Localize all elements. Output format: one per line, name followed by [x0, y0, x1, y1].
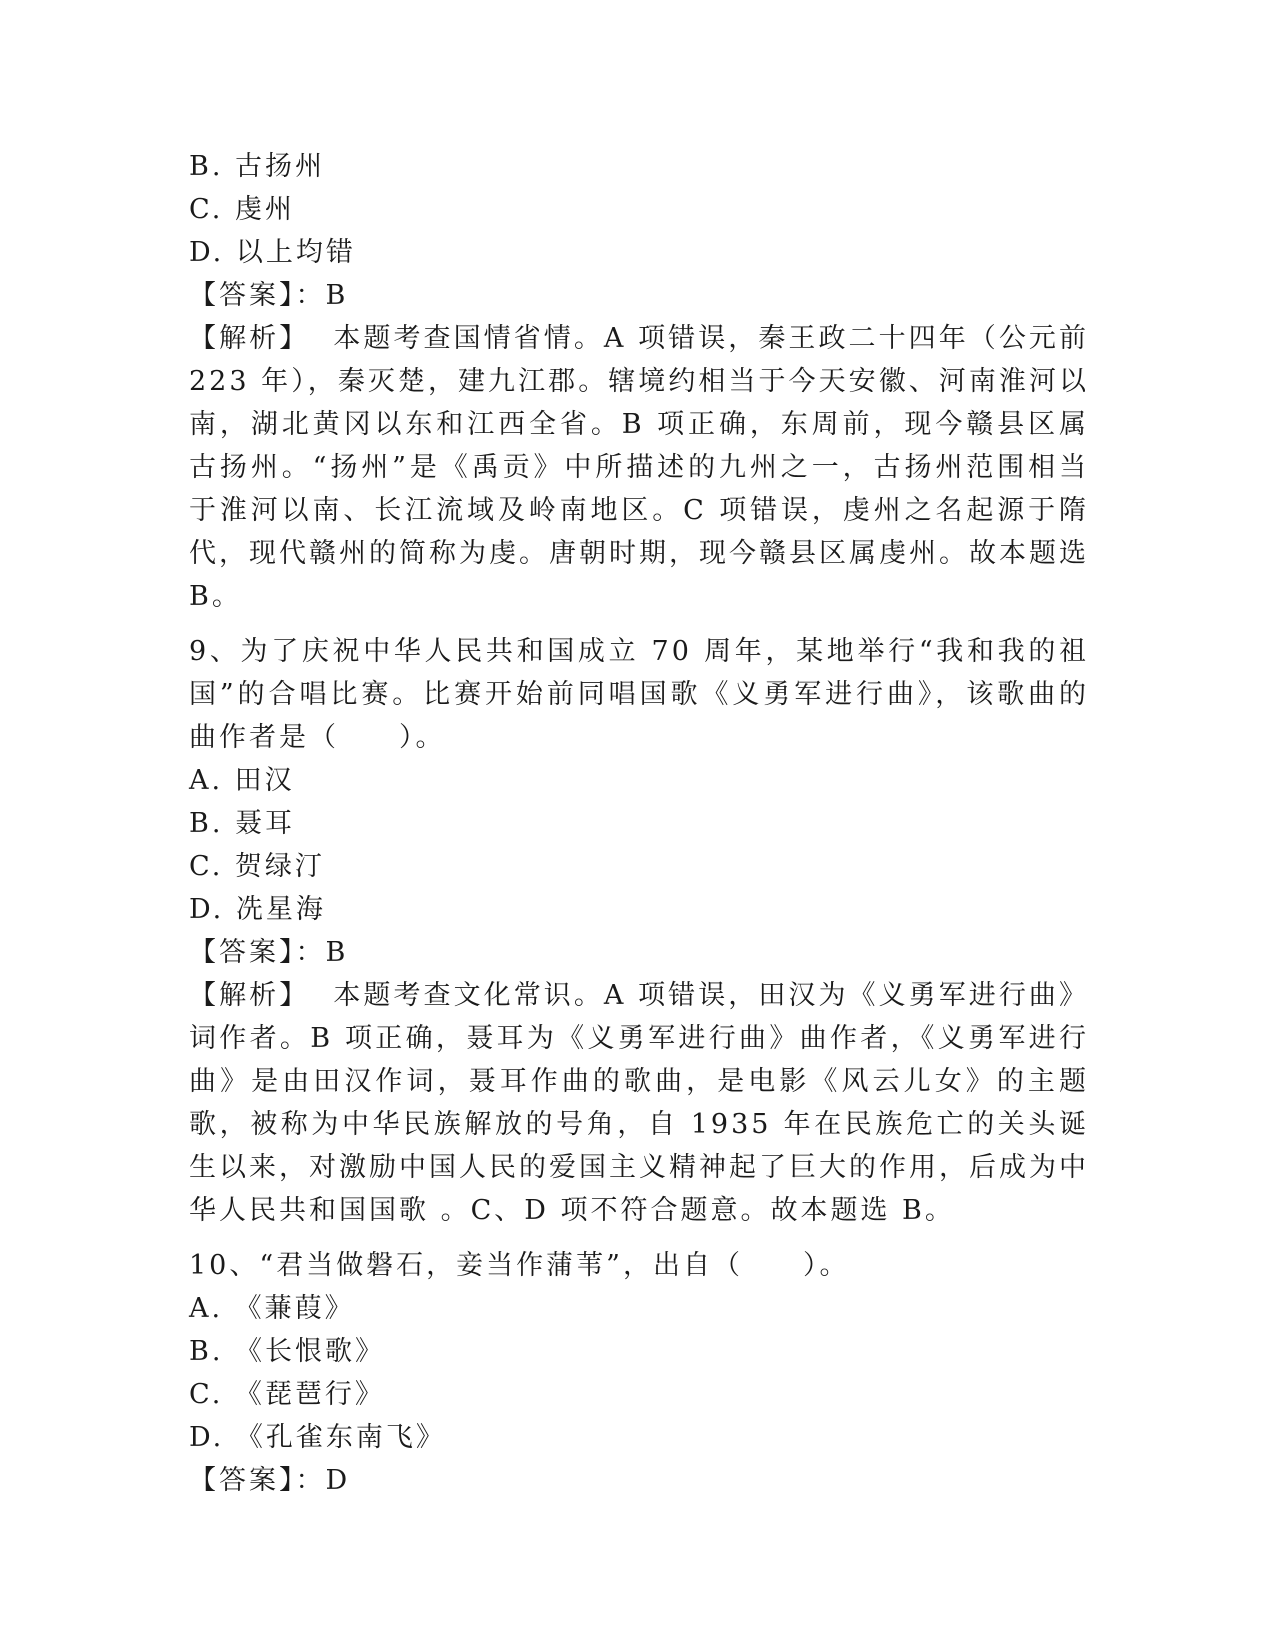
analysis-label: 【解析】 — [189, 323, 310, 354]
answer-label: 【答案】 — [189, 1465, 296, 1496]
answer-value: ：B — [295, 280, 349, 311]
q10-option-d: D. 《孔雀东南飞》 — [189, 1422, 446, 1453]
q10-question: 10、“君当做磐石，妾当作蒲苇”，出自（ ）。 — [189, 1250, 850, 1281]
answer-value: ：B — [295, 937, 349, 968]
q10-option-b: B. 《长恨歌》 — [189, 1336, 386, 1367]
q10-answer — [189, 1459, 1089, 1502]
q8-analysis — [189, 317, 1089, 618]
q10-option-c: C. 《琵琶行》 — [189, 1379, 385, 1410]
q9-option-a: A. 田汉 — [189, 765, 295, 796]
answer-value: ：D — [295, 1465, 351, 1496]
q9-answer — [189, 931, 1089, 974]
q9-option-c: C. 贺绿汀 — [189, 851, 325, 882]
q9-analysis — [189, 974, 1089, 1232]
analysis-label: 【解析】 — [189, 980, 310, 1011]
question-9-block — [189, 630, 1089, 1232]
analysis-text: 本题考查国情省情。A 项错误，秦王政二十四年（公元前 223 年），秦灭楚，建九江郡。辖境约相当于今天安徽、河南淮河以南，湖北黄冈以东和江西全省。B 项正确，东周前，现今赣县区属古扬州。“扬州”是《禹贡》中所描述的九州之一，古扬州范围相当于淮河以南、长江流域及岭南地区。C 项错误，虔州之名起源于隋代，现代赣州的简称为虔。唐朝时期，现今赣县区属虔州。故本题选 B。 — [189, 323, 1089, 612]
q9-option-b: B. 聂耳 — [189, 808, 296, 839]
document-page — [189, 145, 1089, 1502]
q9-question: 9、为了庆祝中华人民共和国成立 70 周年，某地举行“我和我的祖国”的合唱比赛。比赛开始前同唱国歌《义勇军进行曲》，该歌曲的曲作者是（ ）。 — [189, 636, 1089, 753]
q8-option-b: B. 古扬州 — [189, 151, 326, 182]
q9-option-d: D. 冼星海 — [189, 894, 326, 925]
question-8-block — [189, 145, 1089, 618]
answer-label: 【答案】 — [189, 937, 296, 968]
q8-option-c: C. 虔州 — [189, 194, 295, 225]
q10-option-a: A. 《蒹葭》 — [189, 1293, 355, 1324]
q8-answer — [189, 274, 1089, 317]
answer-label: 【答案】 — [189, 280, 296, 311]
q8-option-d: D. 以上均错 — [189, 237, 356, 268]
analysis-text: 本题考查文化常识。A 项错误，田汉为《义勇军进行曲》词作者。B 项正确，聂耳为《义勇军进行曲》曲作者，《义勇军进行曲》是由田汉作词，聂耳作曲的歌曲，是电影《风云儿女》的主题歌，被称为中华民族解放的号角，自 1935 年在民族危亡的关头诞生以来，对激励中国人民的爱国主义精神起了巨大的作用，后成为中华人民共和国国歌 。C、D 项不符合题意。故本题选 B。 — [189, 980, 1089, 1226]
question-10-block — [189, 1244, 1089, 1502]
